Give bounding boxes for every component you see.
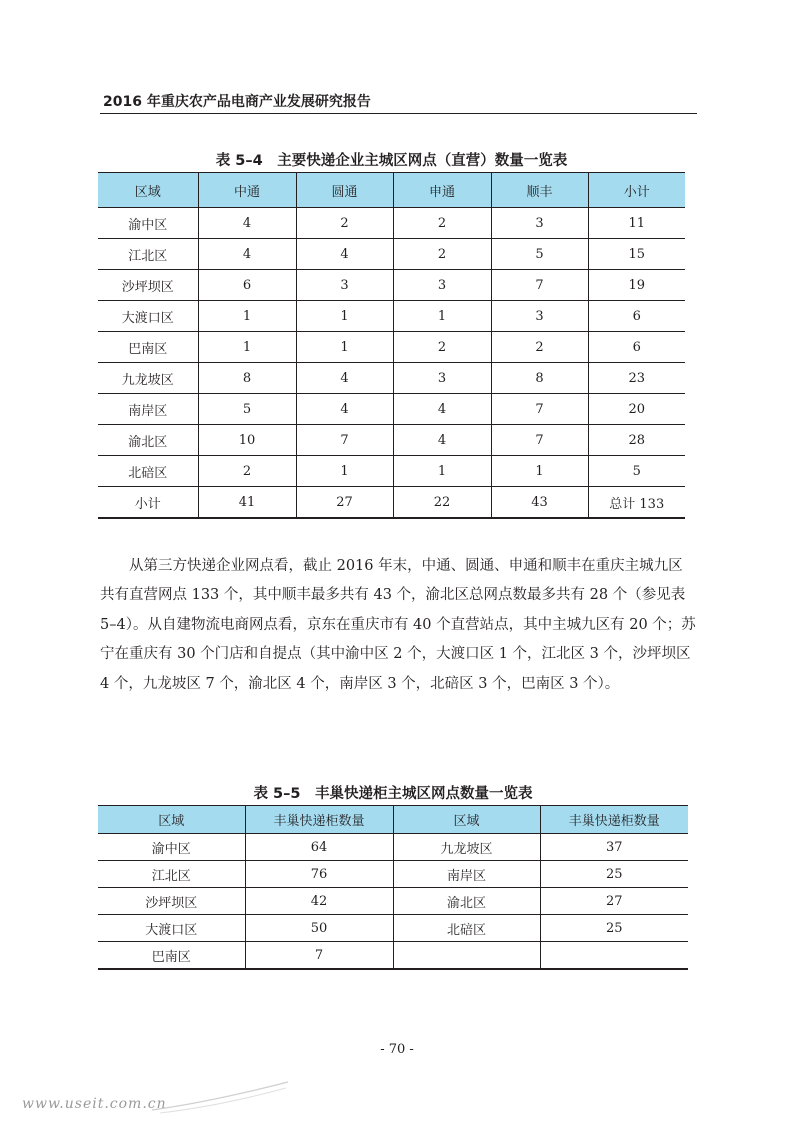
table-cell: 1 <box>393 301 491 332</box>
table-cell: 7 <box>296 425 393 456</box>
table-cell <box>393 942 540 970</box>
table-row <box>98 425 685 456</box>
table-5-5 <box>98 805 688 970</box>
table-cell: 64 <box>245 834 393 861</box>
table-5-4 <box>98 172 685 519</box>
table-cell: 4 <box>296 394 393 425</box>
table-cell: 2 <box>393 208 491 239</box>
table-cell: 1 <box>296 301 393 332</box>
table-cell: 22 <box>393 487 491 519</box>
table-5-5-caption: 表 5–5 丰巢快递柜主城区网点数量一览表 <box>253 786 533 802</box>
table-row <box>98 888 688 915</box>
table-cell: 4 <box>296 239 393 270</box>
table-cell: 九龙坡区 <box>393 834 540 861</box>
table-cell: 沙坪坝区 <box>98 270 198 301</box>
table-cell: 20 <box>588 394 685 425</box>
watermark-swoosh-icon <box>150 1080 290 1116</box>
table-cell: 江北区 <box>98 239 198 270</box>
table-cell: 43 <box>491 487 588 519</box>
table-cell: 28 <box>588 425 685 456</box>
table-row <box>98 942 688 970</box>
report-title: 2016 年重庆农产品电商产业发展研究报告 <box>103 94 371 110</box>
table-cell: 1 <box>198 301 296 332</box>
table-cell: 1 <box>296 332 393 363</box>
table-row <box>98 456 685 487</box>
table-cell: 4 <box>198 208 296 239</box>
table-cell: 江北区 <box>98 861 245 888</box>
table-cell: 76 <box>245 861 393 888</box>
table-cell: 沙坪坝区 <box>98 888 245 915</box>
table-cell: 6 <box>588 332 685 363</box>
table-cell: 大渡口区 <box>98 915 245 942</box>
table-cell: 6 <box>588 301 685 332</box>
table-cell: 巴南区 <box>98 942 245 970</box>
column-header: 中通 <box>198 173 296 208</box>
table-cell: 北碚区 <box>393 915 540 942</box>
table-cell: 4 <box>393 425 491 456</box>
table-cell: 南岸区 <box>98 394 198 425</box>
table-cell: 42 <box>245 888 393 915</box>
table-cell: 6 <box>198 270 296 301</box>
column-header: 小计 <box>588 173 685 208</box>
watermark-text: www.useit.com.cn <box>22 1096 167 1112</box>
table-cell: 37 <box>540 834 688 861</box>
table-cell: 渝北区 <box>98 425 198 456</box>
table-cell: 41 <box>198 487 296 519</box>
paragraph-text: 从第三方快递企业网点看，截止 2016 年末，中通、圆通、申通和顺丰在重庆主城九区共有直营网点 133 个，其中顺丰最多共有 43 个，渝北区总网点数最多共有 28 个（参见表 5–4）。从自建物流电商网点看，京东在重庆市有 40 个直营站点，其中主城九区有 20 个；苏宁在重庆有 30 个门店和自提点（其中渝中区 2 个，大渡口区 1 个，江北区 3 个，沙坪坝区 4 个，九龙坡区 7 个，渝北区 4 个，南岸区 3 个，北碚区 3 个，巴南区 3 个）。 <box>100 558 696 692</box>
table-row <box>98 363 685 394</box>
table-cell: 8 <box>491 363 588 394</box>
table-cell: 渝中区 <box>151 841 191 857</box>
table-cell: 巴南区 <box>98 332 198 363</box>
table-cell: 5 <box>198 394 296 425</box>
table-cell: 渝北区 <box>393 888 540 915</box>
column-header: 丰巢快递柜数量 <box>245 806 393 834</box>
column-header: 区域 <box>393 806 540 834</box>
column-header: 顺丰 <box>491 173 588 208</box>
table-5-4-caption: 表 5–4 主要快递企业主城区网点（直营）数量一览表 <box>215 153 568 169</box>
table-cell: 4 <box>198 239 296 270</box>
table-cell: 大渡口区 <box>98 301 198 332</box>
table-cell: 25 <box>540 861 688 888</box>
table-row <box>98 394 685 425</box>
column-header: 区域 <box>98 173 198 208</box>
table-cell: 1 <box>198 332 296 363</box>
table-cell: 3 <box>296 270 393 301</box>
table-cell: 7 <box>245 942 393 970</box>
table-cell: 3 <box>491 208 588 239</box>
table-cell: 2 <box>296 208 393 239</box>
table-cell: 7 <box>491 425 588 456</box>
table-cell: 2 <box>198 456 296 487</box>
table-cell: 3 <box>393 363 491 394</box>
table-row <box>98 487 685 519</box>
table-cell: 南岸区 <box>393 861 540 888</box>
table-cell: 11 <box>588 208 685 239</box>
table-cell: 5 <box>491 239 588 270</box>
table-row <box>98 332 685 363</box>
column-header: 丰巢快递柜数量 <box>540 806 688 834</box>
table-cell: 19 <box>588 270 685 301</box>
table-cell: 7 <box>491 394 588 425</box>
table-cell: 1 <box>296 456 393 487</box>
table-cell: 3 <box>491 301 588 332</box>
table-row <box>98 239 685 270</box>
table-cell: 2 <box>393 332 491 363</box>
table-cell: 8 <box>198 363 296 394</box>
table-cell: 7 <box>491 270 588 301</box>
table-cell: 2 <box>393 239 491 270</box>
table-cell: 1 <box>393 456 491 487</box>
table-cell: 27 <box>540 888 688 915</box>
table-cell: 15 <box>588 239 685 270</box>
table-row <box>98 915 688 942</box>
header-divider <box>100 113 697 114</box>
page-number: - 70 - <box>380 1042 414 1057</box>
table-cell: 27 <box>296 487 393 519</box>
table-cell: 九龙坡区 <box>98 363 198 394</box>
table-row <box>98 301 685 332</box>
table-cell <box>540 942 688 970</box>
table-row <box>98 208 685 239</box>
table-cell: 小计 <box>98 487 198 519</box>
table-cell: 5 <box>588 456 685 487</box>
column-header: 申通 <box>393 173 491 208</box>
table-cell: 4 <box>296 363 393 394</box>
table-cell: 23 <box>588 363 685 394</box>
table-row <box>98 861 688 888</box>
table-cell: 总计 133 <box>588 487 685 519</box>
table-row <box>98 834 688 861</box>
table-cell: 4 <box>393 394 491 425</box>
table-cell: 3 <box>393 270 491 301</box>
column-header: 区域 <box>98 806 245 834</box>
table-cell: 25 <box>540 915 688 942</box>
table-cell: 50 <box>245 915 393 942</box>
table-cell: 2 <box>491 332 588 363</box>
body-paragraph <box>100 552 696 699</box>
table-cell: 渝中区 <box>128 217 168 233</box>
table-cell: 1 <box>491 456 588 487</box>
table-cell: 北碚区 <box>98 456 198 487</box>
table-cell: 10 <box>198 425 296 456</box>
column-header: 圆通 <box>296 173 393 208</box>
table-row <box>98 270 685 301</box>
